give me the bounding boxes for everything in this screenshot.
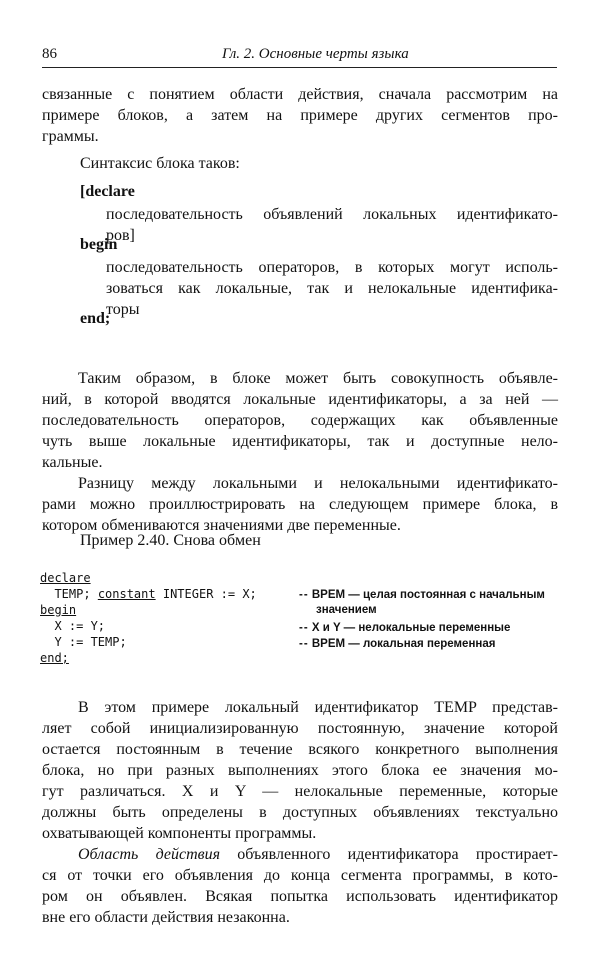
code-keyword-end: end;: [40, 651, 69, 665]
text-line: Разницу между локальными и нелокальными идентификато-: [78, 475, 558, 492]
chapter-title: Гл. 2. Основные черты языка: [222, 46, 409, 62]
text-line: последовательность объявлений локальных идентификато-: [106, 206, 558, 223]
text-line: примере блоков, а затем на примере других сегментов про-: [42, 107, 558, 124]
code-keyword-declare: declare: [40, 571, 91, 585]
text-line: Таким образом, в блоке может быть совокупность объявле-: [78, 370, 558, 387]
code-comment-xy: [299, 620, 510, 636]
text-line: вне его области действия незаконна.: [42, 909, 290, 926]
text-line: должны быть определены в доступных объявлениях текстуально: [42, 804, 558, 821]
text-line: ний, в которой вводятся локальные идентификаторы, а за ней —: [42, 391, 558, 408]
text-line: граммы.: [42, 128, 99, 145]
paragraph-example-explanation: [42, 697, 558, 844]
text-line: последовательность операторов, в которых могут исполь-: [106, 259, 558, 276]
syntax-lead: Синтаксис блока таков:: [80, 155, 240, 172]
example-title: Пример 2.40. Снова обмен: [80, 532, 261, 549]
code-comment-temp-cont: значением: [316, 604, 377, 616]
text-line: чуть выше локальные идентификаторы, так и доступные нело-: [42, 433, 558, 450]
term-scope: Область действия: [78, 846, 221, 863]
text-line: последовательность операторов, содержащих как объявленные: [42, 412, 558, 429]
code-comment-local: [299, 636, 495, 652]
text-line: гут различаться. X и Y — нелокальные переменные, которые: [42, 783, 558, 800]
code-line-end: [40, 650, 69, 666]
text-line: котором обмениваются значениями две переменные.: [42, 517, 401, 534]
header-rule: [42, 67, 557, 68]
comment-dash: --: [299, 638, 309, 650]
text-line: блока, но при разных выполнениях этого блока ее значения мо-: [42, 762, 558, 779]
text-line: остается постоянным в течение всякого конкретного выполнения: [42, 741, 558, 758]
text-line: В этом примере локальный идентификатор TEMP представ-: [78, 699, 558, 716]
text-line: кальные.: [42, 454, 103, 471]
comment-dash: --: [299, 589, 309, 601]
text-line: торы: [106, 301, 140, 318]
code-line-begin: [40, 602, 76, 618]
text-line: ся от точки его объявления до конца сегмента программы, в кото-: [42, 867, 558, 884]
code-line-stmt2: Y := TEMP;: [40, 635, 127, 649]
syntax-statements: [106, 257, 558, 320]
code-line-stmt1: X := Y;: [40, 619, 106, 633]
comment-text: ВРЕМ — целая постоянная с начальным: [311, 589, 545, 601]
code-keyword-constant: constant: [97, 587, 156, 601]
text-line: ляет собой инициализированную постоянную, значение которой: [42, 720, 558, 737]
text-line: ров]: [106, 227, 135, 244]
paragraph-block-structure: [42, 368, 558, 473]
comment-text: ВРЕМ — локальная переменная: [311, 638, 496, 650]
keyword-end: end;: [80, 310, 111, 327]
text-line: рами можно проиллюстрировать на следующем примере блока, в: [42, 496, 558, 513]
code-keyword-begin: begin: [40, 603, 77, 617]
page-number: 86: [42, 46, 57, 62]
code-comment-temp: [299, 587, 545, 603]
text-line: зоваться как локальные, так и нелокальные идентифика-: [106, 280, 558, 297]
text-line: ром он объявлен. Всякая попытка использовать идентификатор: [42, 888, 558, 905]
paragraph-difference: [42, 473, 558, 536]
text-line: охватывающей компоненты программы.: [42, 825, 317, 842]
code-line-temp: [40, 586, 257, 602]
syntax-declarations: [106, 204, 558, 246]
keyword-begin: begin: [80, 236, 118, 253]
text-line: связанные с понятием области действия, сначала рассмотрим на: [42, 86, 558, 103]
code-temp-rest: INTEGER := X;: [162, 587, 257, 601]
text-run: объявленного идентификатора простирает-: [220, 846, 558, 863]
code-temp-name: TEMP;: [40, 587, 91, 601]
comment-dash: --: [299, 622, 309, 634]
code-line-declare: [40, 570, 91, 586]
keyword-declare: [declare: [80, 183, 135, 200]
text-line: [42, 844, 558, 865]
paragraph-scope-definition: [42, 844, 558, 928]
intro-paragraph: [42, 84, 558, 147]
comment-text: X и Y — нелокальные переменные: [311, 622, 511, 634]
